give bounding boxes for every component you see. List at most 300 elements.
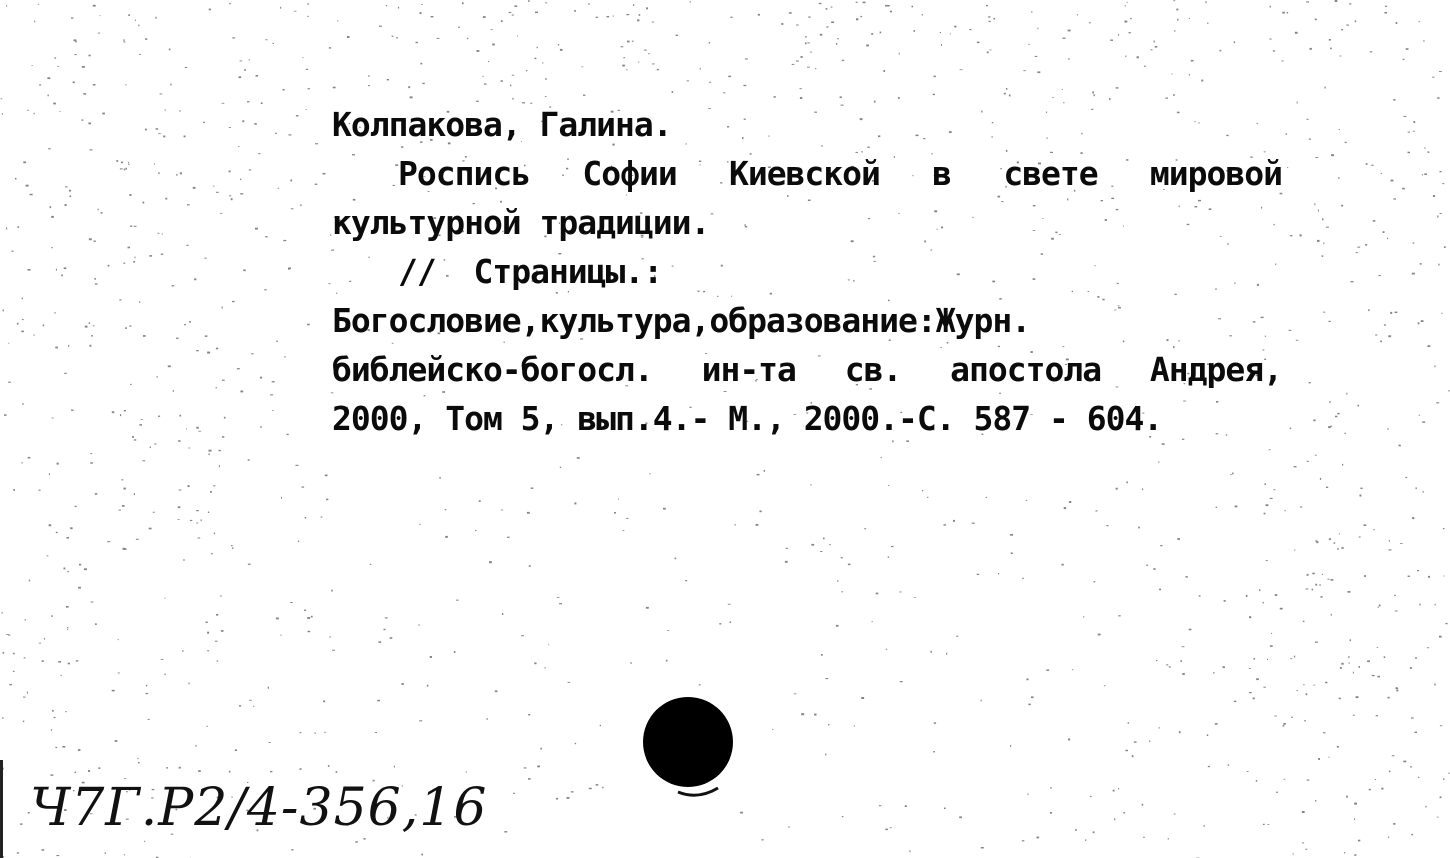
speckle [158,172,159,174]
speckle [408,86,410,88]
speckle [410,96,413,98]
speckle [1338,177,1340,178]
speckle [145,38,147,40]
speckle [537,47,538,48]
speckle [575,743,576,744]
speckle [745,58,748,59]
speckle [1314,203,1315,205]
speckle [922,490,923,491]
speckle [863,2,866,4]
source-line-2: Богословие,культура,образование:Журн. [332,301,1031,340]
speckle [842,816,844,817]
speckle [368,75,369,77]
speckle [758,14,760,16]
speckle [248,459,250,461]
speckle [270,394,273,395]
speckle [545,78,547,79]
speckle [1023,70,1025,71]
speckle [1423,40,1425,41]
speckle [1077,14,1078,15]
speckle [232,301,235,302]
speckle [29,580,30,582]
speckle [23,721,24,723]
speckle [1418,777,1419,778]
speckle [128,14,130,16]
speckle [8,382,11,383]
speckle [1189,18,1190,19]
speckle [122,505,125,507]
speckle [1444,246,1446,248]
speckle [90,453,92,454]
speckle [807,67,810,68]
speckle [1381,788,1383,790]
speckle [512,75,514,76]
speckle [161,659,164,660]
speckle [78,587,81,589]
speckle [1118,615,1120,616]
speckle [1182,646,1185,647]
speckle [1432,77,1434,78]
speckle [1344,433,1346,434]
speckle [841,557,843,558]
speckle [182,650,183,652]
speckle [124,169,126,171]
speckle [574,502,576,504]
speckle [786,548,788,549]
speckle [89,322,90,324]
speckle [23,697,26,698]
speckle [1355,20,1356,22]
speckle [284,356,285,358]
speckle [618,499,619,500]
speckle [1422,421,1425,422]
speckle [24,657,26,658]
speckle [206,622,208,623]
speckle [27,692,28,694]
speckle [22,403,24,404]
speckle [690,1,692,2]
speckle [308,88,311,89]
speckle [969,29,971,30]
speckle [52,710,54,712]
speckle [1068,30,1071,32]
speckle [652,22,654,23]
speckle [934,722,936,724]
speckle [170,84,171,86]
speckle [179,490,182,491]
speckle [222,103,225,104]
speckle [142,460,145,461]
speckle [1010,745,1011,747]
speckle [993,18,995,20]
speckle [872,621,873,622]
speckle [121,162,123,164]
speckle [1331,154,1334,156]
speckle [1314,685,1315,686]
speckle [1328,579,1330,580]
speckle [854,725,855,726]
speckle [510,85,511,87]
title-word: мировой [1149,154,1282,193]
speckle [1031,11,1032,12]
speckle [123,39,124,41]
speckle [157,376,158,377]
speckle [637,19,639,21]
speckle [269,742,271,743]
speckle [1182,673,1185,675]
speckle [387,79,389,80]
speckle [800,88,802,89]
speckle [1075,829,1076,831]
speckle [1353,715,1355,716]
speckle [756,524,759,526]
speckle [79,564,81,566]
speckle [125,327,127,328]
title-word: Роспись [398,154,531,193]
speckle [98,209,99,210]
speckle [475,530,476,531]
speckle [235,749,237,751]
speckle [899,592,901,593]
speckle [1320,584,1321,586]
speckle [1160,545,1162,546]
speckle [321,516,323,517]
speckle [462,2,464,4]
speckle [363,838,365,840]
speckle [90,149,93,150]
speckle [431,16,434,17]
speckle [501,510,503,511]
speckle [49,524,52,526]
speckle [89,55,91,57]
speckle [526,70,527,71]
speckle [1334,542,1336,543]
speckle [1235,506,1238,508]
speckle [930,651,932,653]
speckle [1118,788,1119,789]
speckle [71,410,73,411]
speckle [1263,687,1266,688]
speckle [1177,538,1180,540]
speckle [613,16,614,17]
speckle [836,43,837,45]
speckle [1394,595,1396,596]
speckle [826,8,828,10]
speckle [556,798,558,800]
speckle [1439,71,1442,72]
speckle [1137,56,1139,58]
speckle [1085,839,1086,841]
speckle [785,561,788,563]
speckle [1393,823,1395,825]
speckle [50,206,52,208]
speckle [56,269,57,271]
speckle [871,33,873,35]
speckle [1094,94,1095,96]
speckle [504,831,507,832]
speckle [1339,698,1341,700]
speckle [1129,32,1131,33]
speckle [123,263,125,264]
speckle [1328,757,1329,758]
speckle [815,68,816,69]
speckle [439,477,440,479]
speckle [216,348,218,350]
speckle [1354,818,1355,820]
speckle [760,511,762,513]
speckle [240,61,243,62]
speckle [58,661,61,663]
speckle [1339,129,1340,130]
speckle [881,457,882,458]
speckle [807,42,809,43]
speckle [437,38,440,39]
speckle [1339,533,1340,534]
speckle [420,12,422,14]
speckle [1150,49,1152,50]
speckle [482,76,483,77]
speckle [1380,341,1382,343]
speckle [1028,704,1031,706]
speckle [521,635,524,636]
speckle [646,7,648,9]
speckle [1155,46,1158,48]
speckle [136,539,139,540]
speckle [583,95,585,96]
speckle [328,765,330,767]
speckle [1284,779,1286,780]
punch-mark [676,786,720,800]
speckle [1249,668,1251,669]
speckle [1318,210,1319,212]
speckle [1388,335,1391,337]
speckle [491,29,493,30]
speckle [108,265,110,267]
speckle [914,597,916,598]
speckle [1249,616,1251,618]
speckle [1092,91,1094,93]
speckle [723,92,725,93]
speckle [133,261,135,263]
speckle [1098,634,1101,636]
speckle [190,520,192,521]
speckle [1269,39,1272,40]
speckle [17,852,19,853]
speckle [324,732,326,733]
speckle [33,335,34,336]
speckle [215,641,218,642]
speckle [161,254,163,255]
speckle [160,94,163,95]
speckle [1096,510,1098,511]
speckle [276,341,278,342]
speckle [1422,174,1423,175]
speckle [386,5,387,6]
speckle [275,133,277,134]
speckle [139,424,142,426]
speckle [805,42,807,44]
speckle [139,301,140,303]
speckle [44,638,45,640]
speckle [1335,0,1338,2]
speckle [53,103,56,105]
speckle [1436,402,1439,403]
speckle [972,523,975,524]
speckle [534,663,536,665]
speckle [128,162,129,163]
speckle [27,110,29,111]
speckle [826,26,828,27]
speckle [596,17,599,18]
speckle [1050,812,1052,814]
speckle [512,15,514,16]
speckle [78,749,81,751]
speckle [9,684,12,685]
speckle [946,653,947,655]
speckle [323,173,326,175]
speckle [132,436,134,438]
speckle [484,83,486,84]
speckle [242,120,244,122]
speckle [88,770,90,772]
speckle [283,89,285,91]
speckle [1215,723,1218,725]
speckle [48,95,49,97]
speckle [100,15,101,16]
speckle [458,27,460,28]
speckle [796,61,799,62]
speckle [1360,488,1362,490]
speckle [1267,659,1268,660]
speckle [179,767,180,768]
speckle [307,3,308,5]
speckle [1224,600,1226,602]
speckle [1340,667,1342,669]
speckle [98,767,100,769]
speckle [158,133,161,134]
speckle [134,493,135,495]
speckle [1437,817,1439,818]
speckle [990,50,992,51]
speckle [1395,312,1398,313]
speckle [337,20,338,21]
speckle [20,823,23,824]
speckle [792,64,795,65]
speckle [1424,174,1427,176]
speckle [420,63,422,65]
speckle [129,194,131,196]
speckle [1302,811,1305,813]
speckle [1337,413,1340,414]
speckle [1166,664,1168,665]
speckle [1381,173,1382,174]
speckle [185,67,187,68]
speckle [1162,443,1165,445]
speckle [1089,22,1091,23]
speckle [280,635,281,636]
speckle [66,606,69,608]
speckle [1346,796,1348,798]
speckle [831,22,834,24]
speckle [486,718,488,719]
speckle [810,52,812,53]
speckle [1434,684,1435,686]
speckle [65,204,67,206]
speckle [189,447,190,448]
speckle [179,415,181,417]
speckle [735,524,736,525]
speckle [544,667,546,668]
speckle [194,278,196,280]
speckle [249,59,250,60]
speckle [63,746,66,748]
speckle [663,508,666,510]
speckle [956,636,958,637]
speckle [1354,854,1356,856]
speckle [1256,780,1257,782]
speckle [83,93,86,95]
speckle [196,510,199,511]
speckle [1177,19,1178,21]
speckle [91,602,94,603]
speckle [840,96,842,98]
speckle [950,33,951,34]
speckle [823,538,825,540]
speckle [1068,739,1070,741]
speckle [676,35,678,36]
speckle [300,732,302,733]
speckle [1417,570,1419,571]
speckle [249,169,251,170]
speckle [1393,99,1395,101]
speckle [229,195,231,196]
speckle [959,816,962,818]
speckle [124,548,126,550]
speckle [829,544,831,545]
speckle [130,226,132,227]
speckle [1276,792,1278,793]
speckle [1116,488,1118,490]
speckle [203,122,205,123]
speckle [864,528,866,529]
speckle [1329,401,1330,403]
speckle [120,414,121,416]
speckle [278,188,279,189]
speckle [631,662,632,664]
speckle [164,674,165,675]
speckle [1404,116,1407,117]
speckle [476,50,479,52]
speckle [22,462,23,463]
speckle [240,391,243,393]
speckle [398,7,399,9]
speckle [119,510,121,511]
speckle [933,94,935,95]
speckle [922,14,924,15]
speckle [531,488,534,489]
speckle [329,47,331,48]
speckle [59,111,60,112]
speckle [1389,540,1390,542]
speckle [1435,604,1436,606]
speckle [1348,591,1351,593]
speckle [1179,731,1181,733]
speckle [886,649,887,650]
speckle [527,512,530,514]
speckle [94,278,95,280]
speckle [289,134,292,135]
speckle [560,467,561,468]
